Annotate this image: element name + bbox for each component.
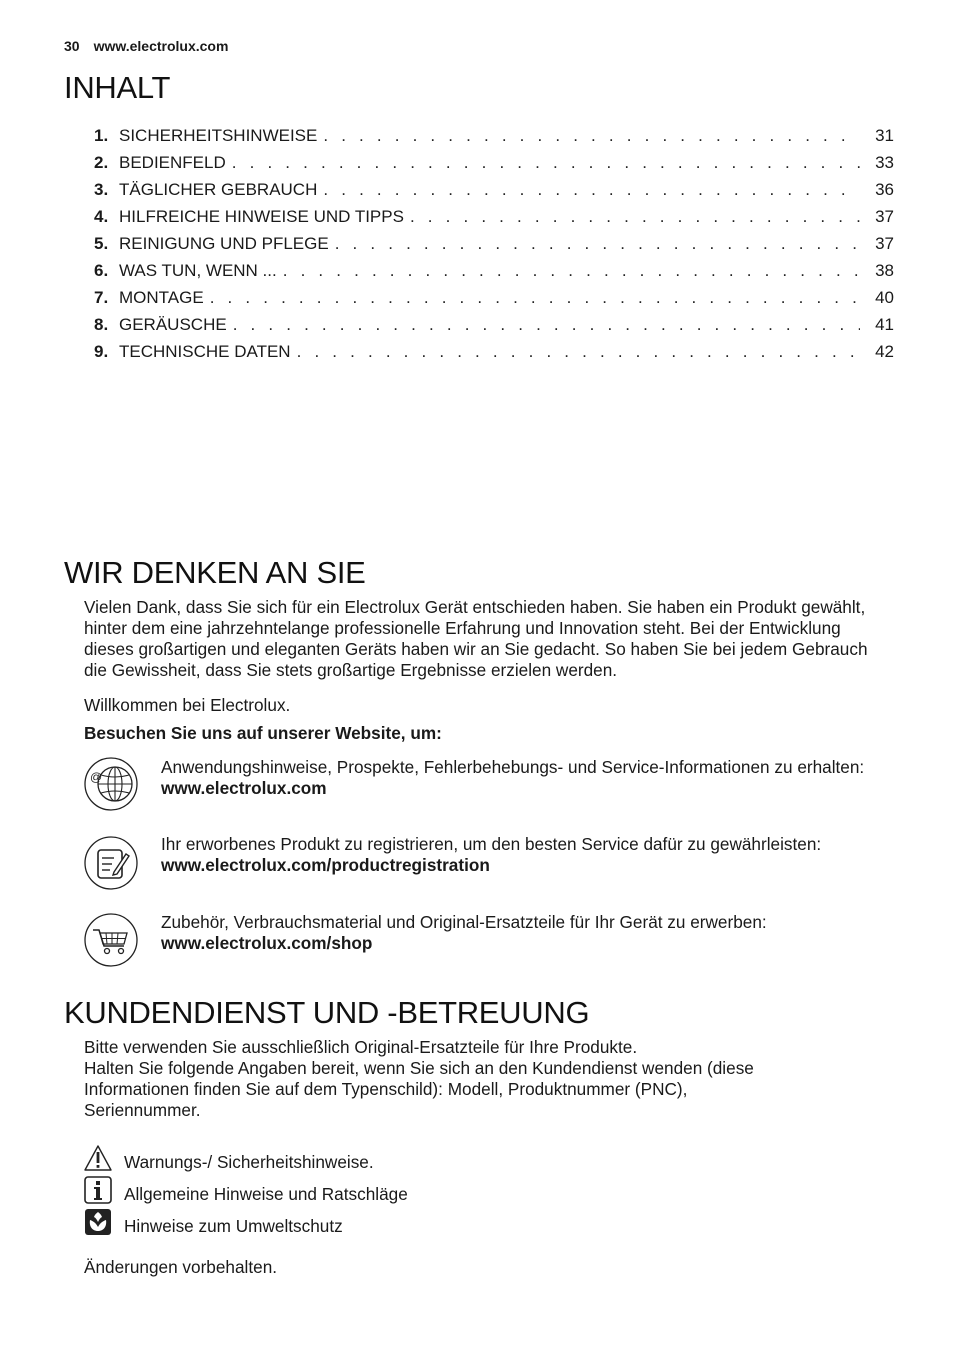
toc-item-number: 3. xyxy=(94,180,109,199)
toc-item-technical-data[interactable] xyxy=(94,342,894,369)
toc-item-title: SICHERHEITSHINWEISE xyxy=(119,126,318,145)
toc-leader xyxy=(233,315,860,335)
toc-item-number: 4. xyxy=(94,207,109,226)
info-icon xyxy=(84,1176,112,1204)
thinking-of-you-heading: WIR DENKEN AN SIE xyxy=(64,555,366,590)
toc-item-title: TÄGLICHER GEBRAUCH xyxy=(119,180,318,199)
toc-item-noises[interactable] xyxy=(94,315,894,342)
svg-text:@: @ xyxy=(90,770,103,784)
web-item-shop xyxy=(161,912,901,954)
toc-item-page: 37 xyxy=(875,234,894,253)
toc-item-care-cleaning[interactable] xyxy=(94,234,894,261)
toc-leader xyxy=(323,126,860,146)
web-item-support xyxy=(161,757,901,799)
toc-item-title: GERÄUSCHE xyxy=(119,315,227,334)
toc-item-troubleshooting[interactable] xyxy=(94,261,894,288)
toc-item-safety[interactable] xyxy=(94,126,894,153)
toc-item-title: TECHNISCHE DATEN xyxy=(119,342,291,361)
toc-item-title: REINIGUNG UND PFLEGE xyxy=(119,234,329,253)
page-header xyxy=(64,38,228,54)
info-legend: Allgemeine Hinweise und Ratschläge xyxy=(124,1184,408,1204)
globe-icon xyxy=(84,757,138,811)
toc-item-number: 5. xyxy=(94,234,109,253)
toc-item-page: 33 xyxy=(875,153,894,172)
intro-paragraph: Vielen Dank, dass Sie sich für ein Electrolux Gerät entschieden haben. Sie haben ein Produkt gewählt, hinter dem eine jahrzehntelange professionelle Erfahrung und Innovation steht. Bei der Entwicklung dieses großartigen und eleganten Geräts haben wir an Sie gedacht. So haben Sie bei jedem Gebrauch die Gewissheit, dass Sie stets großartige Ergebnisse erzielen werden. xyxy=(84,597,868,680)
toc-item-page: 37 xyxy=(875,207,894,226)
toc-item-title: WAS TUN, WENN ... xyxy=(119,261,277,280)
changes-reserved-text: Änderungen vorbehalten. xyxy=(84,1257,278,1277)
toc-item-page: 31 xyxy=(875,126,894,145)
warning-legend: Warnungs-/ Sicherheitshinweise. xyxy=(124,1152,374,1172)
toc-leader xyxy=(410,207,860,227)
web-item-description: Ihr erworbenes Produkt zu registrieren, um den besten Service dafür zu gewährleisten: xyxy=(161,834,822,854)
header-website: www.electrolux.com xyxy=(93,38,229,54)
shopping-cart-icon xyxy=(84,913,138,967)
toc-item-page: 41 xyxy=(875,315,894,334)
customer-service-heading: KUNDENDIENST UND -BETREUUNG xyxy=(64,995,590,1030)
page-number: 30 xyxy=(64,38,80,54)
toc-item-page: 40 xyxy=(875,288,894,307)
registration-icon xyxy=(84,836,138,890)
toc-item-control-panel[interactable] xyxy=(94,153,894,180)
web-item-description: Zubehör, Verbrauchsmaterial und Original-Ersatzteile für Ihr Gerät zu erwerben: xyxy=(161,912,767,932)
toc-leader xyxy=(323,180,860,200)
toc-item-page: 42 xyxy=(875,342,894,361)
toc-item-number: 7. xyxy=(94,288,109,307)
toc-item-number: 8. xyxy=(94,315,109,334)
toc-item-number: 9. xyxy=(94,342,109,361)
toc-item-page: 36 xyxy=(875,180,894,199)
toc-item-title: HILFREICHE HINWEISE UND TIPPS xyxy=(119,207,404,226)
toc-item-number: 2. xyxy=(94,153,109,172)
web-item-description: Anwendungshinweise, Prospekte, Fehlerbehebungs- und Service-Informationen zu erhalten: xyxy=(161,757,865,777)
toc-item-number: 1. xyxy=(94,126,109,145)
toc-leader xyxy=(297,342,860,362)
toc-leader xyxy=(210,288,860,308)
product-registration-link[interactable]: www.electrolux.com/productregistration xyxy=(161,855,490,875)
service-paragraph xyxy=(84,1037,804,1121)
shop-link[interactable]: www.electrolux.com/shop xyxy=(161,933,373,953)
service-info-text: Halten Sie folgende Angaben bereit, wenn Sie sich an den Kundendienst wenden (diese Informationen finden Sie auf dem Typenschild): Modell, Produktnummer (PNC), Seriennummer. xyxy=(84,1058,754,1120)
toc-item-page: 38 xyxy=(875,261,894,280)
toc-leader xyxy=(232,153,860,173)
table-of-contents xyxy=(94,126,894,369)
environment-icon xyxy=(84,1208,112,1236)
toc-leader xyxy=(335,234,860,254)
toc-item-daily-use[interactable] xyxy=(94,180,894,207)
toc-item-number: 6. xyxy=(94,261,109,280)
toc-heading: INHALT xyxy=(64,70,171,105)
visit-heading: Besuchen Sie uns auf unserer Website, um: xyxy=(84,723,442,743)
toc-leader xyxy=(283,261,860,281)
website-link[interactable]: www.electrolux.com xyxy=(161,778,327,798)
toc-item-title: MONTAGE xyxy=(119,288,204,307)
spare-parts-text: Bitte verwenden Sie ausschließlich Original-Ersatzteile für Ihre Produkte. xyxy=(84,1037,638,1057)
toc-item-title: BEDIENFELD xyxy=(119,153,226,172)
welcome-text: Willkommen bei Electrolux. xyxy=(84,695,291,715)
warning-icon xyxy=(84,1144,112,1172)
toc-item-hints-tips[interactable] xyxy=(94,207,894,234)
web-item-registration xyxy=(161,834,901,876)
toc-item-installation[interactable] xyxy=(94,288,894,315)
environment-legend: Hinweise zum Umweltschutz xyxy=(124,1216,343,1236)
